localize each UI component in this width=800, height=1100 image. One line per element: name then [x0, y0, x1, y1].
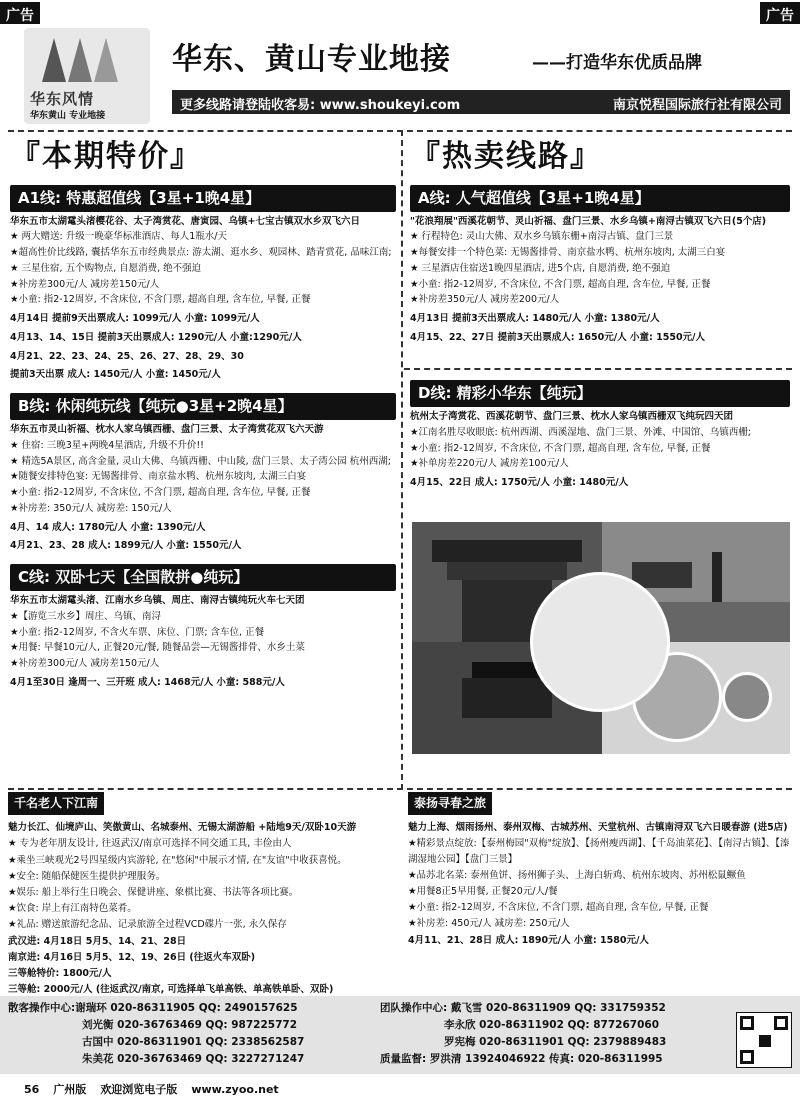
line-a-route: "花浪翔展"西溪花朝节、灵山祈福、盘门三景、水乡乌镇+南浔古镇双飞六日(5个店) [410, 215, 767, 227]
bottom-divider [8, 788, 792, 790]
list-item: ★品苏北名菜: 泰州鱼饼、扬州狮子头、上海白斩鸡、杭州东坡肉、苏州松鼠鳜鱼 [408, 869, 746, 881]
section-title-hot-routes: 『热卖线路』 [410, 139, 602, 174]
price-line: 4月13日 提前3天出票成人: 1480元/人 小童: 1380元/人 [410, 313, 660, 325]
line-d-section [410, 376, 790, 495]
header [0, 26, 800, 126]
elderly-tour-heading: 千名老人下江南 [8, 792, 104, 815]
column-divider [401, 130, 403, 790]
contact-entry: 团队操作中心: 戴飞雪 020-86311909 QQ: 331759352 [380, 1002, 666, 1014]
list-item: ★补房差: 450元/人 减房差: 250元/人 [408, 918, 570, 930]
list-item: ★小童: 指2-12周岁, 不含床位, 不含门票, 超高自理, 含车位, 早餐, 正餐 [408, 902, 709, 914]
footer-site-link[interactable]: www.zyoo.net [191, 1082, 279, 1096]
list-item: 三等舱特价: 1800元/人 [8, 967, 112, 979]
list-item: ★小童: 指2-12周岁, 不含床位, 不含门票, 超高自理, 含车位, 早餐, 正餐 [10, 294, 311, 306]
header-bar [172, 90, 790, 114]
ad-label-left: 广告 [0, 2, 40, 24]
price-line: 4月21、23、28 成人: 1899元/人 小童: 1550元/人 [10, 540, 242, 552]
list-item: ★小童: 指2-12周岁, 不含床位, 不含门票, 超高自理, 含车位, 早餐, 正餐 [10, 487, 311, 499]
list-item: ★ 专为老年朋友设计, 往返武汉/南京可选择不同交通工具, 丰俭由人 [8, 838, 292, 850]
section-title-specials: 『本期特价』 [10, 139, 202, 174]
list-item: ★【游览三水乡】周庄、乌镇、南浔 [10, 610, 162, 622]
price-line: 提前3天出票 成人: 1450元/人 小童: 1450元/人 [10, 369, 221, 381]
agency-name: 南京悦程国际旅行社有限公司 [612, 98, 782, 113]
line-d-heading: D线: 精彩小华东【纯玩】 [410, 380, 790, 407]
contact-entry: 罗宪梅 020-86311901 QQ: 2379889483 [444, 1036, 667, 1048]
list-item: ★ 三星酒店住宿送1晚四星酒店, 进5个店, 自愿消费, 绝不强迫 [410, 262, 671, 274]
list-item: ★安全: 随船保健医生提供护理服务。 [8, 870, 166, 882]
contact-entry: 质量监督: 罗洪清 13924046922 传真: 020-86311995 [380, 1053, 663, 1065]
price-line: 4月1至30日 逢周一、三开班 成人: 1468元/人 小童: 588元/人 [10, 676, 285, 688]
contact-entry: 朱美花 020-36763469 QQ: 3227271247 [82, 1053, 305, 1065]
blossom-photo [530, 572, 670, 712]
list-item: ★补单房差220元/人 减房差100元/人 [410, 458, 569, 470]
line-b-heading: B线: 休闲纯玩线【纯玩●3星+2晚4星】 [10, 393, 396, 420]
spring-tour-box [408, 792, 792, 992]
list-item: ★ 住宿: 三晚3星+两晚4星酒店, 升级不升价!! [10, 439, 204, 451]
elderly-tour-box [8, 792, 396, 996]
list-item: ★补房差: 350元/人 减房差: 150元/人 [10, 502, 172, 514]
header-subtitle: ——打造华东优质品牌 [532, 53, 702, 73]
list-item: ★ 两大赠送: 升级一晚豪华标准酒店、每人1瓶水/天 [10, 231, 228, 243]
footer-welcome: 欢迎浏览电子版 [100, 1083, 178, 1096]
list-item: ★用餐: 早餐10元/人, 正餐20元/餐, 随餐品尝—无锡酱排骨、水乡土菜 [10, 642, 305, 654]
price-line: 4月13、14、15日 提前3天出票成人: 1290元/人 小童:1290元/人 [10, 331, 302, 343]
list-item: ★ 行程特色: 灵山大佛、双水乡乌镇东栅+南浔古镇、盘门三景 [410, 231, 674, 243]
list-item: ★补房差300元/人 减房差150元/人 [10, 658, 160, 670]
list-item: ★用餐8正5早用餐, 正餐20元/人/餐 [408, 885, 558, 897]
line-d-route: 杭州太子湾赏花、西溪花朝节、盘门三景、枕水人家乌镇西栅双飞纯玩四天团 [410, 411, 734, 423]
list-item: 魅力长江、仙境庐山、笑傲黄山、名城泰州、无锡太湖游船 +陆地9天/双卧10天游 [8, 822, 357, 834]
price-line: 4月14日 提前9天出票成人: 1099元/人 小童: 1099元/人 [10, 313, 260, 325]
list-item: 4月11、21、28日 成人: 1890元/人 小童: 1580元/人 [408, 934, 649, 946]
contact-entry: 古国中 020-86311901 QQ: 2338562587 [82, 1036, 305, 1048]
right-divider [404, 368, 792, 370]
price-line: 4月15、22、27日 提前3天出票成人: 1650元/人 小童: 1550元/人 [410, 331, 706, 343]
list-item: 武汉进: 4月18日 5月5、14、21、28日 [8, 935, 187, 947]
ad-label-right: 广告 [760, 2, 800, 24]
list-item: ★ 精选5A景区, 高含金量, 灵山大佛、乌镇西栅、中山陵, 盘门三景、太子湾公园 杭州西湖; [10, 455, 391, 467]
page-footer [0, 1078, 800, 1100]
line-b-route: 华东五市灵山祈福、枕水人家乌镇西栅、盘门三景、太子湾赏花双飞六天游 [10, 424, 324, 436]
line-a-heading: A线: 人气超值线【3星+1晚4星】 [410, 185, 790, 212]
list-item: ★小童: 指2-12周岁, 不含床位, 不含门票, 超高自理, 含车位, 早餐, 正餐 [410, 278, 711, 290]
price-line: 4月21、22、23、24、25、26、27、28、29、30 [10, 350, 244, 362]
list-item: ★江南名胜尽收眼底: 杭州西湖、西溪湿地、盘门三景、外滩、中国馆、乌镇西栅; [410, 426, 751, 438]
price-line: 4月、14 成人: 1780元/人 小童: 1390元/人 [10, 521, 206, 533]
top-divider [8, 130, 792, 132]
header-title: 华东、黄山专业地接 [172, 42, 451, 77]
contact-entry: 李永欣 020-86311902 QQ: 877267060 [444, 1019, 659, 1031]
list-item: ★随餐安排特色宴: 无锡酱排骨、南京盐水鸭、杭州东坡肉, 太湖三白宴 [10, 471, 307, 483]
list-item: ★补房差300元/人 减房差150元/人 [10, 278, 160, 290]
page-number: 56 [24, 1082, 40, 1096]
website-text: 更多线路请登陆收客易: www.shoukeyi.com [180, 98, 461, 113]
list-item: ★超高性价比线路, 囊括华东五市经典景点: 游太湖、逛水乡、观园林、踏青赏花, 品味江南; [10, 247, 392, 259]
list-item: 三等舱: 2000元/人 (往返武汉/南京, 可选择单飞单高铁、单高铁单卧、双卧) [8, 984, 334, 996]
list-item: 南京进: 4月16日 5月5、12、19、26日 (往返火车双卧) [8, 951, 256, 963]
list-item: ★饮食: 岸上有江南特色菜肴。 [8, 903, 137, 915]
line-c-route: 华东五市太湖鼋头渚、江南水乡乌镇、周庄、南浔古镇纯玩火车七天团 [10, 595, 305, 607]
price-line: 4月15、22日 成人: 1750元/人 小童: 1480元/人 [410, 477, 629, 489]
list-item: ★礼品: 赠送旅游纪念品、记录旅游全过程VCD碟片一张, 永久保存 [8, 919, 287, 931]
contact-entry: 刘光衡 020-36763469 QQ: 987225772 [82, 1019, 297, 1031]
contact-entry: 散客操作中心:谢瑞环 020-86311905 QQ: 2490157625 [8, 1002, 298, 1014]
travel-photo-collage [412, 522, 790, 754]
line-a1-heading: A1线: 特惠超值线【3星+1晚4星】 [10, 185, 396, 212]
list-item: ★每餐安排一个特色菜: 无锡酱排骨、南京盐水鸭、杭州东坡肉, 太湖三白宴 [410, 247, 726, 259]
line-a1-route: 华东五市太湖鼋头渚樱花谷、太子湾赏花、唐寅园、乌镇+七宝古镇双水乡双飞六日 [10, 215, 360, 227]
list-item: ★补房差350元/人 减房差200元/人 [410, 294, 560, 306]
list-item: ★ 三星住宿, 五个购物点, 自愿消费, 绝不强迫 [10, 262, 202, 274]
list-item: ★娱乐: 船上举行生日晚会、保健讲座、象棋比赛、书法等各项比赛。 [8, 886, 299, 898]
list-item: 魅力上海、烟雨扬州、泰州双梅、古城苏州、天堂杭州、古镇南浔双飞六日暖春游 (进5店) [408, 822, 788, 834]
left-column [10, 134, 396, 695]
spring-tour-heading: 泰扬寻春之旅 [408, 792, 492, 815]
line-c-heading: C线: 双卧七天【全国散拼●纯玩】 [10, 564, 396, 591]
edition-label: 广州版 [53, 1083, 87, 1096]
contact-panel [0, 996, 800, 1074]
list-item: ★乘坐三峡观光2号四星级内宾游轮, 在"悠闲"中展示才情, 在"友谊"中收获喜悦。 [8, 854, 347, 866]
agency-logo: 华东风情 华东黄山 专业地接 [24, 28, 150, 124]
list-item: ★小童: 指2-12周岁, 不含床位, 不含门票, 超高自理, 含车位, 早餐, 正餐 [410, 442, 711, 454]
right-column [410, 134, 790, 350]
qr-code [736, 1012, 792, 1068]
list-item: ★小童: 指2-12周岁, 不含火车票、床位、门票; 含车位, 正餐 [10, 626, 265, 638]
list-item: ★精彩景点绽放:【泰州梅园"双梅"绽放】、【扬州瘦西湖】、【千岛油菜花】、【南浔古镇】、【溱湖湿地公园】【盘门三景】 [408, 838, 790, 865]
